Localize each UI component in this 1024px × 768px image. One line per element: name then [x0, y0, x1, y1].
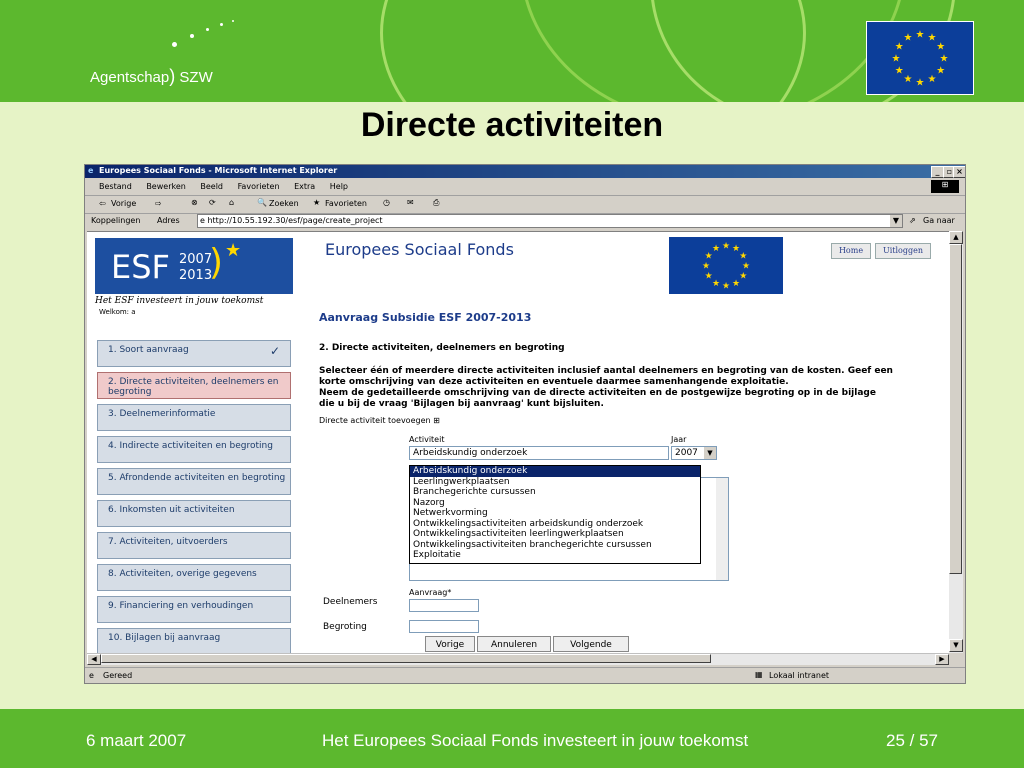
section-title: 2. Directe activiteiten, deelnemers en begroting: [319, 343, 565, 353]
agency-logo: Agentschap) SZW: [90, 66, 213, 86]
step-6[interactable]: [97, 500, 291, 527]
scroll-thumb[interactable]: [949, 244, 962, 574]
activity-select-value: Arbeidskundig onderzoek: [413, 448, 528, 458]
logo-suffix: SZW: [179, 69, 213, 86]
esf-logo: ESF 2007 2013 ★ ): [95, 238, 293, 294]
instruction-line-3: Neem de gedetailleerde omschrijving van de directe activiteiten en de postgewijze begroting op in de bijlage: [319, 388, 876, 398]
print-icon[interactable]: ⎙: [433, 198, 440, 207]
search-icon[interactable]: 🔍: [257, 198, 267, 207]
eu-star-icon: ★: [903, 32, 913, 44]
vertical-scrollbar[interactable]: [949, 231, 963, 653]
menu-bar: [85, 179, 965, 196]
scroll-right-icon[interactable]: ▶: [935, 654, 949, 665]
next-button[interactable]: Volgende: [553, 636, 629, 652]
site-title: Europees Sociaal Fonds: [325, 240, 514, 259]
form-title: Aanvraag Subsidie ESF 2007-2013: [319, 311, 532, 324]
step-9[interactable]: [97, 596, 291, 623]
favorites-button[interactable]: Favorieten: [325, 199, 367, 208]
slide-footer: [0, 709, 1024, 768]
go-icon[interactable]: ⇗: [909, 216, 916, 225]
eu-star-icon: ★: [739, 271, 748, 282]
go-button[interactable]: Ga naar: [923, 216, 955, 225]
slide-title: Directe activiteiten: [360, 106, 664, 144]
add-activity-link[interactable]: [319, 416, 440, 425]
instruction-line-4: die u bij de vraag 'Bijlagen bij aanvraag' kunt bijsluiten.: [319, 399, 604, 409]
status-page-icon: e: [89, 671, 94, 680]
url-text: http://10.55.192.30/esf/page/create_project: [207, 216, 383, 225]
add-activity-label: Directe activiteit toevoegen: [319, 416, 431, 425]
slide-header: [0, 0, 1024, 102]
logo-dots: [172, 20, 242, 60]
step-1[interactable]: [97, 340, 291, 367]
option-3[interactable]: Nazorg: [413, 497, 445, 508]
eu-star-icon: ★: [927, 74, 937, 86]
esf-year-bottom: 2013: [179, 268, 213, 283]
chevron-down-icon[interactable]: ▼: [704, 447, 716, 459]
previous-button[interactable]: Vorige: [425, 636, 475, 652]
begroting-input[interactable]: [409, 620, 479, 633]
status-text: Gereed: [103, 671, 133, 680]
option-0[interactable]: Arbeidskundig onderzoek: [410, 466, 700, 477]
instruction-line-2: korte omschrijving van deze activiteiten en eventuele daarmee samenhangende exploitatie.: [319, 377, 789, 387]
eu-star-icon: ★: [711, 244, 721, 255]
eu-star-icon: ★: [939, 53, 949, 65]
step-label: 10. Bijlagen bij aanvraag: [108, 633, 221, 643]
textarea-scrollbar[interactable]: [716, 478, 728, 580]
eu-star-icon: ★: [731, 244, 741, 255]
eu-flag-icon: [669, 237, 783, 294]
eu-star-icon: ★: [704, 251, 713, 262]
instruction-line-1: Selecteer één of meerdere directe activiteiten inclusief aantal deelnemers en begroting van de kosten. Geef een: [319, 366, 893, 376]
address-input[interactable]: [197, 214, 903, 228]
option-2[interactable]: Branchegerichte cursussen: [413, 487, 536, 497]
eu-star-icon: ★: [704, 271, 713, 282]
esf-logo-text: ESF: [111, 248, 170, 286]
forward-arrow-icon[interactable]: ⇨: [155, 199, 162, 208]
eu-star-icon: ★: [894, 41, 904, 53]
eu-star-icon: ★: [739, 251, 748, 262]
horizontal-scrollbar[interactable]: [87, 653, 949, 665]
eu-star-icon: ★: [936, 41, 946, 53]
add-icon: ⊞: [433, 416, 440, 425]
option-8[interactable]: Exploitatie: [413, 550, 461, 560]
checkmark-icon: ✓: [269, 344, 280, 358]
step-label: 9. Financiering en verhoudingen: [108, 601, 254, 611]
step-label: 4. Indirecte activiteiten en begroting: [108, 441, 273, 451]
cancel-button[interactable]: Annuleren: [477, 636, 551, 652]
scroll-down-icon[interactable]: ▼: [949, 639, 963, 652]
refresh-icon[interactable]: ⟳: [209, 198, 216, 207]
home-icon[interactable]: ⌂: [229, 198, 235, 207]
eu-star-icon: ★: [894, 65, 904, 77]
activity-dropdown-list[interactable]: [409, 465, 701, 564]
window-titlebar: [85, 165, 965, 178]
favorites-icon[interactable]: ★: [313, 198, 321, 207]
option-4[interactable]: Netwerkvorming: [413, 508, 488, 518]
home-button[interactable]: Home: [831, 243, 871, 259]
menu-help[interactable]: Help: [329, 182, 348, 191]
toolbar: [85, 196, 965, 214]
maximize-button[interactable]: ▫: [943, 166, 956, 178]
step-4[interactable]: [97, 436, 291, 463]
esf-star-icon: ★: [225, 240, 242, 261]
logout-button[interactable]: Uitloggen: [875, 243, 931, 259]
footer-caption: Het Europees Sociaal Fonds investeert in jouw toekomst: [322, 731, 749, 750]
scroll-up-icon[interactable]: ▲: [949, 231, 963, 244]
option-1[interactable]: Leerlingwerkplaatsen: [413, 476, 510, 487]
deelnemers-label: Deelnemers: [323, 597, 378, 607]
year-select[interactable]: [671, 446, 717, 460]
ie-icon: e: [88, 166, 94, 175]
zone-text: Lokaal intranet: [769, 671, 830, 680]
deelnemers-input[interactable]: [409, 599, 479, 612]
step-2[interactable]: [97, 372, 291, 399]
menu-beeld[interactable]: Beeld: [200, 182, 224, 191]
menu-favorieten[interactable]: Favorieten: [237, 182, 280, 191]
option-7[interactable]: Ontwikkelingsactiviteiten branchegerichte cursussen: [413, 539, 652, 550]
aanvraag-label: Aanvraag*: [409, 588, 452, 597]
eu-star-icon: ★: [721, 281, 731, 292]
hscroll-thumb[interactable]: [101, 654, 711, 663]
step-label: 6. Inkomsten uit activiteiten: [108, 505, 235, 515]
eu-star-icon: ★: [711, 278, 721, 289]
step-label: 1. Soort aanvraag: [108, 345, 189, 355]
search-button[interactable]: Zoeken: [269, 199, 299, 208]
eu-star-icon: ★: [915, 29, 925, 41]
eu-star-icon: ★: [903, 74, 913, 86]
step-label: 7. Activiteiten, uitvoerders: [108, 537, 228, 547]
option-5[interactable]: Ontwikkelingsactiviteiten arbeidskundig onderzoek: [413, 518, 644, 529]
close-button[interactable]: ×: [953, 166, 966, 178]
mail-icon[interactable]: ✉: [407, 198, 414, 207]
footer-date: 6 maart 2007: [86, 731, 187, 750]
year-select-value: 2007: [675, 448, 698, 458]
activity-select[interactable]: [409, 446, 669, 460]
year-label: Jaar: [671, 435, 687, 444]
welcome-text: Welkom: a: [99, 308, 136, 316]
windows-logo-icon: ⊞: [931, 180, 959, 193]
step-5[interactable]: [97, 468, 291, 495]
option-6[interactable]: Ontwikkelingsactiviteiten leerlingwerkplaatsen: [413, 529, 624, 539]
eu-star-icon: ★: [701, 261, 711, 272]
menu-bewerken[interactable]: Bewerken: [146, 182, 186, 191]
footer-page-number: 25 / 57: [886, 731, 938, 750]
activity-label: Activiteit: [409, 435, 445, 444]
logo-name: Agentschap: [90, 69, 170, 86]
back-arrow-icon[interactable]: ⇦: [99, 199, 106, 208]
begroting-label: Begroting: [323, 622, 367, 632]
step-7[interactable]: [97, 532, 291, 559]
menu-extra[interactable]: Extra: [294, 182, 316, 191]
links-label[interactable]: Koppelingen: [91, 216, 141, 225]
eu-star-icon: ★: [915, 77, 925, 89]
address-label: Adres: [157, 216, 180, 225]
stop-icon[interactable]: ⊗: [191, 198, 198, 207]
step-3[interactable]: [97, 404, 291, 431]
step-label: 8. Activiteiten, overige gegevens: [108, 569, 257, 579]
chevron-down-icon[interactable]: ▼: [890, 215, 902, 227]
tagline: Het ESF investeert in jouw toekomst: [95, 296, 264, 306]
step-8[interactable]: [97, 564, 291, 591]
page-viewport: [87, 231, 949, 654]
eu-star-icon: ★: [936, 65, 946, 77]
esf-year-top: 2007: [179, 252, 213, 267]
step-10[interactable]: [97, 628, 291, 654]
eu-star-icon: ★: [741, 261, 751, 272]
page-icon: e: [200, 216, 205, 225]
history-icon[interactable]: ◷: [383, 198, 390, 207]
window-title: Europees Sociaal Fonds - Microsoft Internet Explorer: [99, 166, 338, 175]
eu-star-icon: ★: [891, 53, 901, 65]
minimize-button[interactable]: _: [931, 166, 944, 178]
browser-window: [84, 164, 966, 684]
step-label: 5. Afrondende activiteiten en begroting: [108, 473, 286, 483]
eu-star-icon: ★: [927, 32, 937, 44]
eu-star-icon: ★: [721, 241, 731, 252]
step-label: 3. Deelnemerinformatie: [108, 409, 216, 419]
scroll-left-icon[interactable]: ◀: [87, 654, 101, 665]
eu-flag-icon: [866, 21, 974, 95]
step-label: 2. Directe activiteiten, deelnemers en begroting: [108, 377, 279, 397]
menu-bestand[interactable]: Bestand: [99, 182, 132, 191]
eu-star-icon: ★: [731, 278, 741, 289]
status-bar: [85, 667, 965, 683]
intranet-icon: ▦: [755, 670, 763, 679]
back-button[interactable]: Vorige: [111, 199, 137, 208]
